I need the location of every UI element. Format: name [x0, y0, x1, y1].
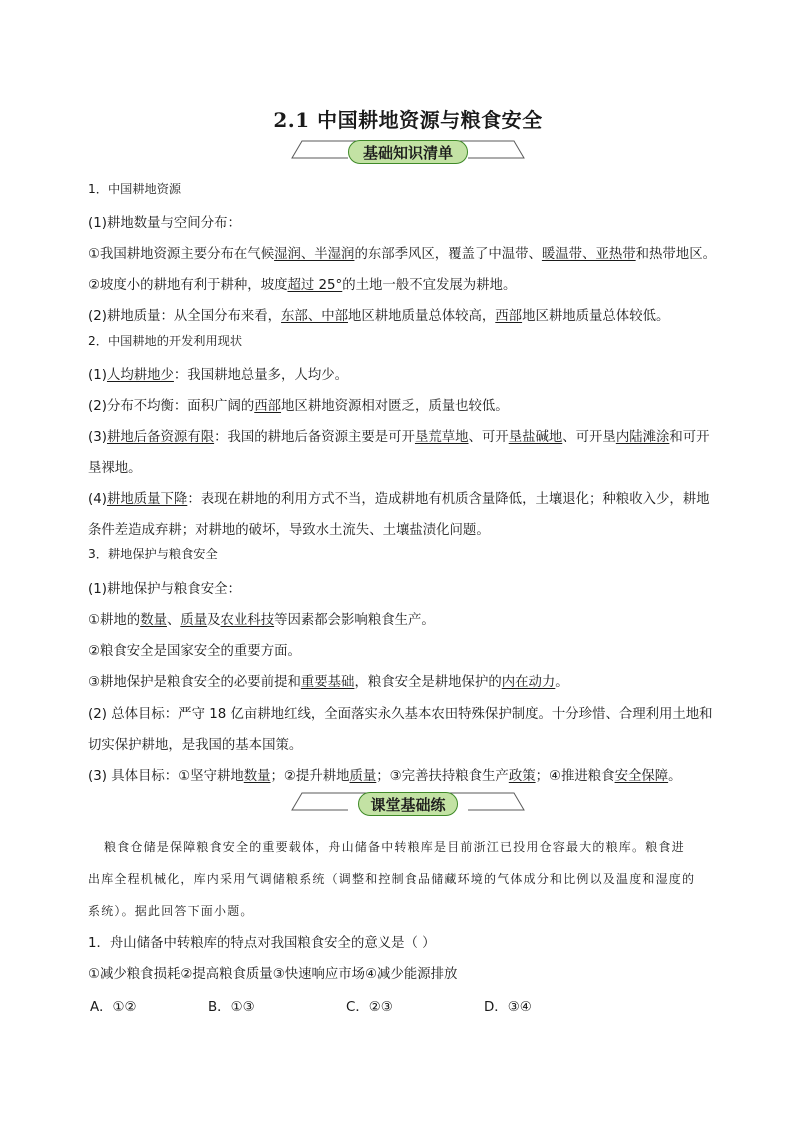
paragraph: 垦裸地。 — [88, 461, 142, 476]
paragraph: 切实保护耕地，是我国的基本国策。 — [88, 738, 303, 753]
passage-line: 粮食仓储是保障粮食安全的重要载体，舟山储备中转粮库是目前浙江已投用仓容最大的粮库。粮食进 — [104, 840, 685, 854]
question-items: ①减少粮食损耗②提高粮食质量③快速响应市场④减少能源排放 — [88, 967, 458, 982]
paragraph: ①耕地的数量、质量及农业科技等因素都会影响粮食生产。 — [88, 613, 435, 628]
paragraph: ③耕地保护是粮食安全的必要前提和重要基础，粮食安全是耕地保护的内在动力。 — [88, 675, 569, 690]
section-banner-practice — [288, 789, 528, 823]
section-heading-2: 2．中国耕地的开发利用现状 — [88, 334, 243, 348]
section-heading-1: 1．中国耕地资源 — [88, 182, 182, 196]
paragraph: (2)耕地质量：从全国分布来看，东部、中部地区耕地质量总体较高，西部地区耕地质量总体较低。 — [88, 309, 670, 324]
page-title: 2.1 中国耕地资源与粮食安全 — [273, 108, 543, 132]
option-d[interactable]: D．③④ — [484, 1000, 532, 1015]
paragraph: (1)耕地保护与粮食安全： — [88, 582, 241, 597]
option-b[interactable]: B．①③ — [208, 1000, 255, 1015]
option-c[interactable]: C．②③ — [346, 1000, 393, 1015]
paragraph: ①我国耕地资源主要分布在气候湿润、半湿润的东部季风区，覆盖了中温带、暖温带、亚热带和热带地区。 — [88, 247, 716, 262]
option-a[interactable]: A．①② — [90, 1000, 137, 1015]
paragraph: ②坡度小的耕地有利于耕种，坡度超过 25°的土地一般不宜发展为耕地。 — [88, 278, 517, 293]
paragraph: ②粮食安全是国家安全的重要方面。 — [88, 644, 301, 659]
paragraph: (3)耕地后备资源有限：我国的耕地后备资源主要是可开垦荒草地、可开垦盐碱地、可开垦内陆滩涂和可开 — [88, 430, 710, 445]
passage-line: 出库全程机械化，库内采用气调储粮系统（调整和控制食品储藏环境的气体成分和比例以及温度和湿度的 — [88, 872, 696, 886]
banner-label: 课堂基础练 — [358, 792, 458, 816]
paragraph: (4)耕地质量下降：表现在耕地的利用方式不当，造成耕地有机质含量降低，土壤退化；种粮收入少，耕地 — [88, 492, 710, 507]
banner-label: 基础知识清单 — [348, 140, 468, 164]
paragraph: 条件差造成弃耕；对耕地的破坏，导致水土流失、土壤盐渍化问题。 — [88, 523, 490, 538]
paragraph: (1)人均耕地少：我国耕地总量多，人均少。 — [88, 368, 348, 383]
paragraph: (2) 总体目标：严守 18 亿亩耕地红线，全面落实永久基本农田特殊保护制度。十分珍惜、合理利用土地和 — [88, 707, 713, 722]
passage-line: 系统）。据此回答下面小题。 — [88, 904, 254, 918]
section-heading-3: 3．耕地保护与粮食安全 — [88, 547, 218, 561]
paragraph: (2)分布不均衡：面积广阔的西部地区耕地资源相对匮乏，质量也较低。 — [88, 399, 509, 414]
question-stem: 1．舟山储备中转粮库的特点对我国粮食安全的意义是（ ） — [88, 936, 436, 951]
paragraph: (3) 具体目标：①坚守耕地数量；②提升耕地质量；③完善扶持粮食生产政策；④推进粮食安全保障。 — [88, 769, 682, 784]
section-banner-basics — [288, 137, 528, 171]
paragraph: (1)耕地数量与空间分布： — [88, 216, 241, 231]
